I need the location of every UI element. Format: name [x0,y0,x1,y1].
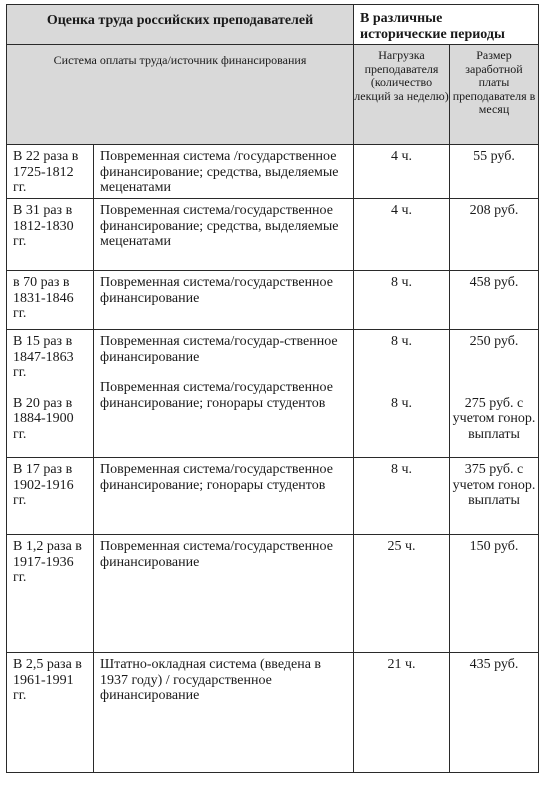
table-row [7,653,539,773]
hours-cell: 8 ч. [354,271,450,330]
table-title: Оценка труда российских преподавателей [7,5,354,45]
system-text-2: Повременная система/государственное финансирование; гонорары студентов [100,380,333,411]
header-row-1 [7,5,539,45]
times-cell: В 31 раз в 1812-1830 гг. [7,199,94,271]
table-row [7,145,539,199]
times-cell: В 22 раза в 1725-1812 гг. [7,145,94,199]
hours-text-2: 8 ч. [390,395,413,411]
hours-cell: 25 ч. [354,535,450,653]
system-cell: Повременная система/государственное финансирование; гонорары студентов [94,458,354,535]
system-cell [94,330,354,458]
times-cell: В 17 раз в 1902-1916 гг. [7,458,94,535]
table-row [7,271,539,330]
system-cell: Повременная система/государственное финансирование; средства, выделяемые меценатами [94,199,354,271]
pay-cell: 375 руб. с учетом гонор. выплаты [450,458,539,535]
pay-cell: 435 руб. [450,653,539,773]
times-cell [7,330,94,458]
system-cell: Штатно-окладная система (введена в 1937 году) / государственное финансирование [94,653,354,773]
table-row [7,535,539,653]
pay-cell: 458 руб. [450,271,539,330]
times-cell: В 1,2 раза в 1917-1936 гг. [7,535,94,653]
table-row [7,199,539,271]
header-row-2 [7,45,539,145]
hours-cell [354,330,450,458]
hours-cell: 4 ч. [354,199,450,271]
pay-cell [450,330,539,458]
system-cell: Повременная система /государственное финансирование; средства, выделяемые меценатами [94,145,354,199]
pay-column-header: Размер заработной платы преподавателя в месяц [450,45,539,145]
pay-cell: 208 руб. [450,199,539,271]
pay-cell: 55 руб. [450,145,539,199]
pay-cell: 150 руб. [450,535,539,653]
hours-cell: 8 ч. [354,458,450,535]
times-text: В 15 раз в 1847-1863 гг. [13,334,74,380]
periods-header: В различные исторические периоды [354,5,539,45]
hours-cell: 4 ч. [354,145,450,199]
times-cell: В 2,5 раза в 1961-1991 гг. [7,653,94,773]
system-column-header: Система оплаты труда/источник финансирования [7,45,354,145]
load-column-header: Нагрузка преподавателя (количество лекций за неделю) [354,45,450,145]
table-row [7,330,539,458]
hours-cell: 21 ч. [354,653,450,773]
pay-text: 250 руб. [469,334,519,349]
system-text: Повременная система/государ-ственное финансирование [100,334,338,365]
pay-text-2: 275 руб. с учетом гонор. выплаты [452,395,536,442]
system-cell: Повременная система/государственное финансирование [94,271,354,330]
table-row [7,458,539,535]
times-text-2: В 20 раз в 1884-1900 гг. [13,395,74,442]
teacher-pay-table [6,4,539,773]
times-cell: в 70 раз в 1831-1846 гг. [7,271,94,330]
hours-text: 8 ч. [390,334,413,349]
system-cell: Повременная система/государственное финансирование [94,535,354,653]
